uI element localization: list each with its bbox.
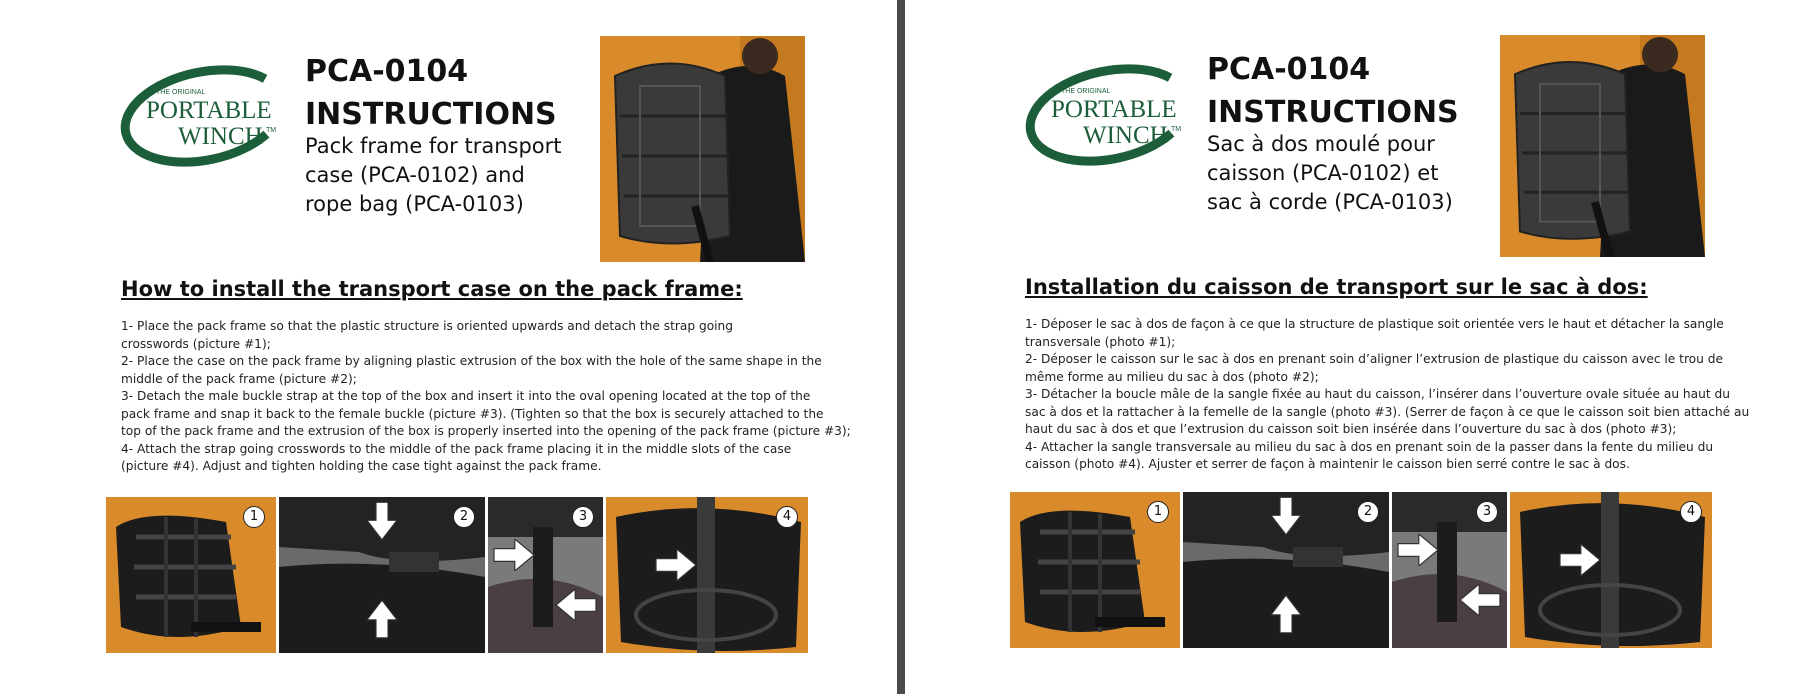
step-photos: [1010, 492, 1712, 648]
step-line: 4- Attacher la sangle transversale au milieu du sac à dos en prenant soin de la passer dans la fente du milieu du: [1025, 439, 1714, 454]
step-line: pack frame and snap it back to the female buckle (picture #3). (Tighten so that the box is securely attached to the: [121, 406, 824, 421]
step-line: 2- Déposer le caisson sur le sac à dos en prenant soin d’aligner l’extrusion de plastique du caisson avec le trou de: [1025, 352, 1723, 366]
step-photo-1: [106, 497, 276, 653]
step-line: transversale (photo #1);: [1025, 334, 1176, 349]
photo-number-badge: 3: [572, 506, 594, 528]
step-3: [121, 388, 851, 441]
instructions-heading: INSTRUCTIONS: [305, 97, 557, 132]
photo-number-badge: 4: [1680, 501, 1702, 523]
subtitle-line: case (PCA-0102) and: [305, 163, 525, 187]
step-line: 2- Place the case on the pack frame by aligning plastic extrusion of the box with the hole of the same shape in the: [121, 354, 822, 368]
svg-text:PORTABLE: PORTABLE: [146, 97, 272, 124]
step-photos: [106, 497, 808, 653]
subtitle-line: Pack frame for transport: [305, 134, 562, 158]
page-separator: [897, 0, 905, 694]
step-photo-3: [1392, 492, 1507, 648]
step-line: 3- Détacher la boucle mâle de la sangle fixée au haut du caisson, l’insérer dans l’ouverture ovale située au haut du: [1025, 387, 1730, 401]
photo-number-badge: 2: [1357, 501, 1379, 523]
instruction-page-french: [905, 0, 1800, 694]
hero-photo-backpack: [600, 36, 805, 262]
subtitle-line: rope bag (PCA-0103): [305, 192, 524, 216]
step-line: 1- Déposer le sac à dos de façon à ce que la structure de plastique soit orientée vers le haut et détacher la sangle: [1025, 317, 1724, 331]
step-photo-1: [1010, 492, 1180, 648]
svg-text:THE ORIGINAL: THE ORIGINAL: [156, 89, 206, 96]
step-2: [121, 353, 851, 388]
photo-number-badge: 3: [1476, 501, 1498, 523]
step-photo-2: [1183, 492, 1389, 648]
svg-text:TM: TM: [266, 127, 277, 134]
step-line: 1- Place the pack frame so that the plastic structure is oriented upwards and detach the strap going: [121, 319, 734, 333]
step-4: [121, 441, 851, 476]
step-4: [1025, 439, 1749, 474]
step-line: crosswords (picture #1);: [121, 336, 271, 351]
svg-text:TM: TM: [1171, 126, 1182, 133]
step-3: [1025, 386, 1749, 439]
step-line: middle of the pack frame (picture #2);: [121, 371, 357, 386]
svg-text:THE ORIGINAL: THE ORIGINAL: [1061, 88, 1111, 95]
subtitle-line: Sac à dos moulé pour: [1207, 132, 1435, 156]
step-photo-4: [1510, 492, 1712, 648]
instruction-steps: [1025, 316, 1749, 474]
subtitle-line: caisson (PCA-0102) et: [1207, 161, 1439, 185]
photo-number-badge: 2: [453, 506, 475, 528]
step-1: [121, 318, 851, 353]
part-number: PCA-0104: [305, 54, 469, 89]
photo-number-badge: 4: [776, 506, 798, 528]
photo-number-badge: 1: [243, 506, 265, 528]
svg-text:WINCH: WINCH: [178, 123, 263, 150]
step-2: [1025, 351, 1749, 386]
hero-photo-backpack: [1500, 35, 1705, 257]
step-1: [1025, 316, 1749, 351]
section-title: How to install the transport case on the pack frame:: [121, 277, 743, 301]
svg-text:WINCH: WINCH: [1083, 122, 1168, 149]
step-line: caisson (photo #4). Ajuster et serrer de façon à maintenir le caisson bien serré contre le sac à dos.: [1025, 457, 1630, 471]
part-number: PCA-0104: [1207, 52, 1371, 87]
portable-winch-logo: [116, 52, 296, 170]
svg-text:PORTABLE: PORTABLE: [1051, 96, 1177, 123]
photo-number-badge: 1: [1147, 501, 1169, 523]
instruction-steps: [121, 318, 851, 476]
step-photo-2: [279, 497, 485, 653]
subtitle-line: sac à corde (PCA-0103): [1207, 190, 1453, 214]
step-line: (picture #4). Adjust and tighten holding the case tight against the pack frame.: [121, 459, 602, 473]
step-line: top of the pack frame and the extrusion of the box is properly inserted into the opening of the pack frame (picture #3);: [121, 424, 851, 438]
portable-winch-logo: [1021, 51, 1201, 169]
step-photo-3: [488, 497, 603, 653]
product-subtitle: [1207, 130, 1457, 217]
step-line: 3- Detach the male buckle strap at the top of the box and insert it into the oval opening located at the top of the: [121, 389, 811, 403]
step-line: haut du sac à dos et que l’extrusion du caisson soit bien insérée dans l’ouverture du sac à dos (photo #3);: [1025, 422, 1677, 436]
step-line: sac à dos et la rattacher à la femelle de la sangle (photo #3). (Serrer de façon à ce que le caisson soit bien attaché au: [1025, 404, 1750, 419]
step-photo-4: [606, 497, 808, 653]
product-subtitle: [305, 132, 562, 219]
section-title: Installation du caisson de transport sur le sac à dos:: [1025, 275, 1648, 299]
instruction-page-english: [0, 0, 897, 694]
step-line: 4- Attach the strap going crosswords to the middle of the pack frame placing it in the middle slots of the case: [121, 441, 792, 456]
instructions-heading: INSTRUCTIONS: [1207, 95, 1459, 130]
step-line: même forme au milieu du sac à dos (photo #2);: [1025, 369, 1319, 384]
